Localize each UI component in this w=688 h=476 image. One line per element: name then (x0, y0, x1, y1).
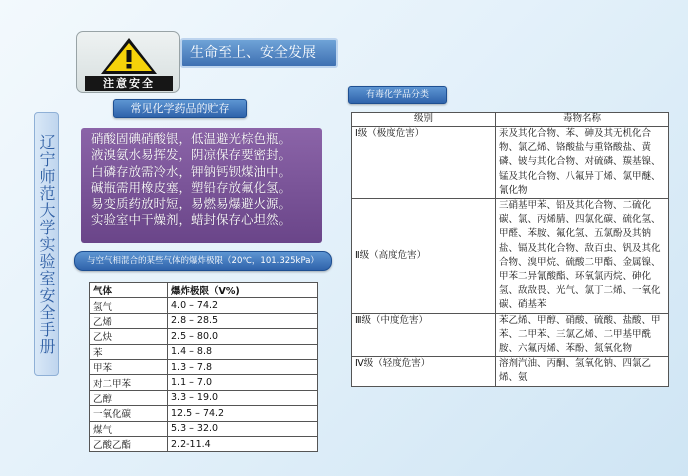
toxicant-list: 溶剂汽油、丙酮、氢氧化钠、四氯乙烯、氨 (496, 357, 669, 386)
slogan-banner: 生命至上、安全发展 (180, 38, 338, 68)
gas-limit: 2.2-11.4 (168, 436, 318, 451)
gas-limit: 2.8 – 28.5 (168, 313, 318, 328)
table-row (90, 313, 318, 328)
gas-limit: 12.5 – 74.2 (168, 406, 318, 421)
hazard-level: Ⅰ级（极度危害） (352, 127, 496, 199)
gas-name: 苯 (90, 344, 168, 359)
storage-rhyme (81, 128, 322, 243)
gas-name: 乙酸乙酯 (90, 436, 168, 451)
warning-sign (76, 31, 180, 93)
table-row (90, 344, 318, 359)
table-row (90, 436, 318, 451)
hazard-level: Ⅱ级（高度危害） (352, 199, 496, 314)
gas-name: 煤气 (90, 421, 168, 436)
hazard-level: Ⅲ级（中度危害） (352, 313, 496, 357)
gas-name: 一氧化碳 (90, 406, 168, 421)
column-header-level: 级别 (352, 113, 496, 127)
storage-line: 碱瓶需用橡皮塞，塑铅存放氟化氢。 (91, 179, 292, 195)
storage-line: 硝酸固碘硝酸银，低温避光棕色瓶。 (91, 131, 292, 146)
gas-limit: 1.1 – 7.0 (168, 375, 318, 390)
toxic-classification-table (351, 112, 669, 387)
table-row (352, 127, 669, 199)
table-row (90, 359, 318, 374)
storage-line: 液溴氨水易挥发，阴凉保存要密封。 (91, 147, 292, 163)
storage-line: 实验室中干燥剂，蜡封保存心坦然。 (91, 212, 292, 228)
handbook-title: 辽宁师范大学实验室安全手册 (34, 112, 59, 376)
gas-limit: 1.4 – 8.8 (168, 344, 318, 359)
gas-name: 乙炔 (90, 329, 168, 344)
gas-limit: 2.5 – 80.0 (168, 329, 318, 344)
explosive-limits-table (89, 282, 318, 452)
gas-name: 甲苯 (90, 359, 168, 374)
table-row (90, 329, 318, 344)
gas-name: 乙醇 (90, 390, 168, 405)
toxicant-list: 汞及其化合物、苯、砷及其无机化合物、氯乙烯、铬酸盐与重铬酸盐、黄磷、铍与其化合物、对硫磷、羰基镍、锰及其化合物、八氟异丁烯、氯甲醚、氰化物 (496, 127, 669, 199)
toxic-section-title: 有毒化学品分类 (348, 86, 447, 104)
gas-limit: 1.3 – 7.8 (168, 359, 318, 374)
gas-limit: 4.0 – 74.2 (168, 298, 318, 313)
table-row (90, 421, 318, 436)
table-row (90, 375, 318, 390)
storage-section-title: 常见化学药品的贮存 (113, 99, 247, 118)
table-row (352, 199, 669, 314)
toxicant-list: 三硝基甲苯、铅及其化合物、二硫化碳、氯、丙烯腈、四氯化碳、硫化氢、甲醛、苯胺、氟化氢、五氯酚及其钠盐、镉及其化合物、敌百虫、钒及其化合物、溴甲烷、硫酸二甲酯、金属镍、甲苯二异氰酸酯、环氧氯丙烷、砷化氢、敌敌畏、光气、氯丁二烯、一氧化碳、硝基苯 (496, 199, 669, 314)
hazard-level: Ⅳ级（轻度危害） (352, 357, 496, 386)
table-row (90, 406, 318, 421)
table-header-row (352, 113, 669, 127)
explosive-section-title: 与空气相混合的某些气体的爆炸极限（20℃，101.325kPa） (74, 251, 332, 271)
table-header-row (90, 283, 318, 298)
table-row (90, 298, 318, 313)
column-header-toxicants: 毒物名称 (496, 113, 669, 127)
gas-name: 对二甲苯 (90, 375, 168, 390)
gas-limit: 3.3 – 19.0 (168, 390, 318, 405)
table-row (90, 390, 318, 405)
gas-limit: 5.3 – 32.0 (168, 421, 318, 436)
warning-label: 注意安全 (85, 76, 173, 91)
column-header-gas: 气体 (90, 283, 168, 298)
gas-name: 氢气 (90, 298, 168, 313)
storage-line: 白磷存放需冷水，钾钠钙钡煤油中。 (91, 163, 292, 179)
gas-name: 乙烯 (90, 313, 168, 328)
table-row (352, 313, 669, 357)
table-row (352, 357, 669, 386)
storage-line: 易变质药放时短，易燃易爆避火源。 (91, 196, 292, 212)
toxicant-list: 苯乙烯、甲醇、硝酸、硫酸、盐酸、甲苯、二甲苯、三氯乙烯、二甲基甲酰胺、六氟丙烯、苯酚、氮氧化物 (496, 313, 669, 357)
column-header-limit: 爆炸极限（V%) (168, 283, 318, 298)
warning-triangle-icon (77, 32, 180, 78)
